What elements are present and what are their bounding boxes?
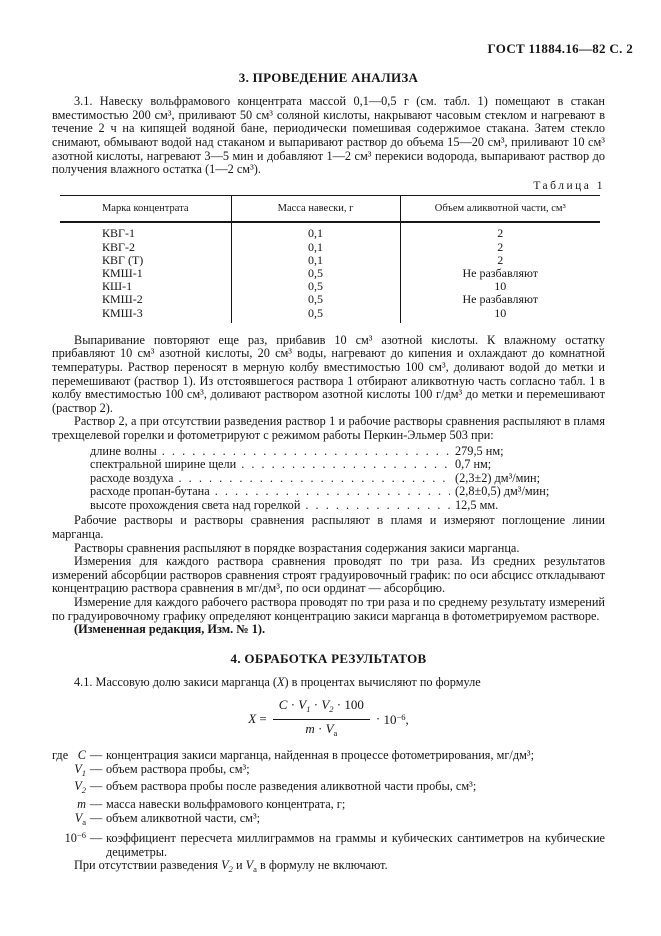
cell-mass: 0,1 bbox=[231, 241, 400, 254]
column-header-mark: Марка концентрата bbox=[60, 196, 231, 223]
subscript-a: а bbox=[253, 864, 257, 875]
var: V bbox=[74, 810, 83, 825]
var-c: C bbox=[278, 697, 288, 713]
definition-row bbox=[52, 780, 605, 798]
paragraph-working-measurement: Измерение для каждого рабочего раствора проводят по три раза и по среднему результату измерений по градуировочному графику определяют концентрацию закиси марганца в фотометрируемом растворе. bbox=[52, 595, 605, 623]
subscript-2: 2 bbox=[228, 864, 233, 875]
dash: — bbox=[89, 831, 103, 846]
var: V bbox=[74, 779, 82, 794]
def-description: объем раствора пробы после разведения аликвотной части пробы, см³; bbox=[106, 779, 477, 794]
list-item bbox=[52, 472, 605, 486]
factor-10 bbox=[383, 711, 408, 727]
section-4-title: 4. ОБРАБОТКА РЕЗУЛЬТАТОВ bbox=[230, 650, 427, 666]
fraction bbox=[273, 698, 370, 740]
cell-mark: КМШ-1 bbox=[60, 267, 231, 280]
table-row bbox=[60, 293, 600, 306]
definition-row bbox=[52, 763, 605, 781]
concentrate-table bbox=[60, 195, 600, 322]
column-header-volume: Объем аликвотной части, см³ bbox=[400, 196, 600, 223]
dot-operator: · bbox=[317, 720, 323, 736]
table-caption: Таблица 1 bbox=[533, 179, 605, 192]
where-label: где bbox=[52, 748, 69, 763]
instrument-settings-list bbox=[52, 445, 605, 513]
constant-100: 100 bbox=[344, 697, 364, 713]
var: V bbox=[74, 761, 82, 776]
def-description: объем аликвотной части, см³; bbox=[106, 810, 261, 825]
denominator bbox=[273, 720, 370, 741]
dot-leader bbox=[215, 485, 450, 499]
cell-volume: 10 bbox=[494, 305, 507, 320]
superscript: −6 bbox=[76, 830, 86, 841]
section-3-title: 3. ПРОВЕДЕНИЕ АНАЛИЗА bbox=[238, 69, 419, 85]
var-v2: V bbox=[221, 858, 229, 873]
def-description: концентрация закиси марганца, найденная в процессе фотометрирования, мг/дм³; bbox=[106, 748, 534, 763]
variable-x: X bbox=[277, 675, 285, 690]
dot-operator: · bbox=[313, 697, 319, 713]
setting-label: расходе воздуха bbox=[90, 470, 174, 485]
table-row bbox=[60, 222, 600, 240]
cell-mass: 0,5 bbox=[231, 280, 400, 293]
dot-leader bbox=[179, 472, 450, 486]
table-row bbox=[60, 241, 600, 254]
def-symbol bbox=[52, 829, 86, 846]
list-item bbox=[52, 445, 605, 459]
dash: — bbox=[89, 810, 103, 825]
subscript-a: а bbox=[333, 727, 338, 738]
setting-value: 12,5 мм. bbox=[455, 497, 499, 512]
paragraph-4-1 bbox=[52, 676, 605, 690]
formula-lhs: X bbox=[248, 711, 257, 727]
dash: — bbox=[89, 779, 103, 794]
table-row bbox=[60, 267, 600, 280]
var-v2: V bbox=[321, 697, 330, 713]
dot-operator: · bbox=[290, 697, 296, 713]
dot-leader bbox=[241, 458, 450, 472]
cell-mark: КВГ-2 bbox=[60, 241, 231, 254]
def-symbol bbox=[52, 780, 86, 798]
dot-operator: · bbox=[375, 711, 381, 727]
cell-mass: 0,1 bbox=[231, 254, 400, 267]
cell-volume: Не разбавляют bbox=[462, 292, 539, 307]
list-item bbox=[52, 499, 605, 513]
definition-row bbox=[52, 829, 605, 859]
subscript: 2 bbox=[81, 785, 86, 796]
table-header-row bbox=[60, 196, 600, 223]
cell-volume: Не разбавляют bbox=[462, 265, 539, 280]
text-run: ) в процентах вычисляют по формуле bbox=[284, 675, 481, 690]
cell-mass: 0,5 bbox=[231, 307, 400, 323]
subscript: 1 bbox=[81, 767, 86, 778]
dash: — bbox=[89, 761, 103, 776]
def-description: масса навески вольфрамового концентрата, г; bbox=[106, 796, 346, 811]
table-row bbox=[60, 307, 600, 323]
paragraph-solution2: Раствор 2, а при отсутствии разведения раствор 1 и рабочие растворы сравнения распыляют в пламя трехщелевой горелки и фотометрируют с режимом работы Перкин-Эльмер 503 при: bbox=[52, 414, 605, 442]
var-v1: V bbox=[298, 697, 307, 713]
setting-value: (2,8±0,5) дм³/мин; bbox=[455, 484, 550, 499]
mass-fraction-formula bbox=[52, 698, 605, 740]
column-header-mass: Масса навески, г bbox=[231, 196, 400, 223]
paragraph-comparison-order: Растворы сравнения распыляют в порядке возрастания содержания закиси марганца. bbox=[74, 540, 520, 555]
equals-sign: = bbox=[259, 711, 267, 727]
definition-row bbox=[52, 812, 605, 830]
definition-row bbox=[52, 798, 605, 812]
page-header: ГОСТ 11884.16—82 С. 2 bbox=[487, 41, 633, 56]
cell-volume: 2 bbox=[497, 226, 504, 241]
var-m: m bbox=[305, 720, 315, 736]
text-run: в формулу не включают. bbox=[256, 858, 388, 873]
subscript: а bbox=[82, 816, 86, 827]
setting-label: спектральной ширине щели bbox=[90, 457, 237, 472]
paragraph-final-note bbox=[52, 859, 605, 877]
dash: — bbox=[89, 796, 103, 811]
def-symbol bbox=[52, 812, 86, 830]
setting-value: 279,5 нм; bbox=[455, 443, 504, 458]
setting-label: высоте прохождения света над горелкой bbox=[90, 497, 301, 512]
def-description: объем раствора пробы, см³; bbox=[106, 761, 250, 776]
def-description: коэффициент пересчета миллиграммов на граммы и кубических сантиметров на кубические дециметры. bbox=[106, 831, 605, 859]
subscript-1: 1 bbox=[306, 704, 311, 715]
amendment-note: (Измененная редакция, Изм. № 1). bbox=[74, 622, 266, 637]
setting-value: (2,3±2) дм³/мин; bbox=[455, 470, 541, 485]
text-run: При отсутствии разведения bbox=[74, 858, 222, 873]
text-run: и bbox=[232, 858, 246, 873]
table-row bbox=[60, 254, 600, 267]
def-symbol: C bbox=[77, 748, 86, 763]
setting-value: 0,7 нм; bbox=[455, 457, 492, 472]
cell-mark: КМШ-3 bbox=[60, 307, 231, 323]
cell-mass: 0,5 bbox=[231, 267, 400, 280]
paragraph-working-solutions: Рабочие растворы и растворы сравнения распыляют в пламя и измеряют поглощение линии марганца. bbox=[52, 513, 605, 542]
definition-row bbox=[52, 749, 605, 763]
var-va: V bbox=[325, 720, 334, 736]
dot-leader bbox=[162, 445, 450, 459]
subscript-2: 2 bbox=[329, 704, 334, 715]
text-run: 4.1. Массовую долю закиси марганца ( bbox=[74, 675, 277, 690]
paragraph-3-1: 3.1. Навеску вольфрамового концентрата массой 0,1—0,5 г (см. табл. 1) помещают в стакан вместимостью 200 см³, приливают 50 см³ соляной кислоты, накрывают часовым стеклом и нагревают в течение 2 ч на кипящей водяной бане, периодически помешивая содержимое стакана. Затем стекло снимают, обмывают водой над стаканом и выпаривают раствор до объема 15—20 см³, приливают 10 см³ азотной кислоты, нагревают 3—5 мин и добавляют 1—2 см³ перекиси водорода, выпаривают раствор до получения влажного остатка (1—2 см³). bbox=[52, 94, 605, 177]
exponent-minus-6: −6 bbox=[396, 712, 406, 723]
cell-volume: 2 bbox=[497, 239, 504, 254]
constant: 10 bbox=[64, 831, 77, 846]
cell-mark: КВГ (Т) bbox=[60, 254, 231, 267]
variable-definitions bbox=[52, 749, 605, 859]
comma: , bbox=[405, 712, 409, 728]
var-va: V bbox=[245, 858, 254, 873]
cell-mass: 0,5 bbox=[231, 293, 400, 306]
def-symbol bbox=[52, 763, 86, 781]
cell-mark: КМШ-2 bbox=[60, 293, 231, 306]
def-symbol: m bbox=[77, 796, 86, 811]
numerator bbox=[273, 698, 370, 720]
cell-mark: КШ-1 bbox=[60, 280, 231, 293]
paragraph-measurements: Измерения для каждого раствора сравнения проводят по три раза. Из средних результатов измерений абсорбции растворов сравнения строят градуировочный график: по оси абсцисс откладывают концентрацию раствора сравнения в мг/дм³, по оси ординат — абсорбцию. bbox=[52, 554, 605, 596]
cell-volume: 10 bbox=[494, 279, 507, 294]
dot-operator: · bbox=[336, 697, 342, 713]
setting-label: длине волны bbox=[90, 443, 157, 458]
setting-label: расходе пропан-бутана bbox=[90, 484, 210, 499]
cell-mass: 0,1 bbox=[231, 222, 400, 240]
cell-volume: 2 bbox=[497, 252, 504, 267]
list-item bbox=[52, 485, 605, 499]
cell-mark: КВГ-1 bbox=[60, 222, 231, 240]
constant-10: 10 bbox=[383, 712, 397, 728]
dot-leader bbox=[305, 499, 450, 513]
list-item bbox=[52, 458, 605, 472]
page-content bbox=[52, 41, 633, 877]
paragraph-evaporation: Выпаривание повторяют еще раз, прибавив 10 см³ азотной кислоты. К влажному остатку прибавляют 10 см³ азотной кислоты, 20 см³ воды, нагревают до кипения и охлаждают до комнатной температуры. Раствор переносят в мерную колбу вместимостью 100 см³, доливают водой до метки и перемешивают (раствор 1). Из отстоявшегося раствора 1 отбирают аликвотную часть согласно табл. 1 в колбу вместимостью 100 см³, доливают раствором азотной кислоты 100 г/дм³ до метки и перемешивают (раствор 2). bbox=[52, 332, 605, 415]
dash: — bbox=[89, 748, 103, 763]
